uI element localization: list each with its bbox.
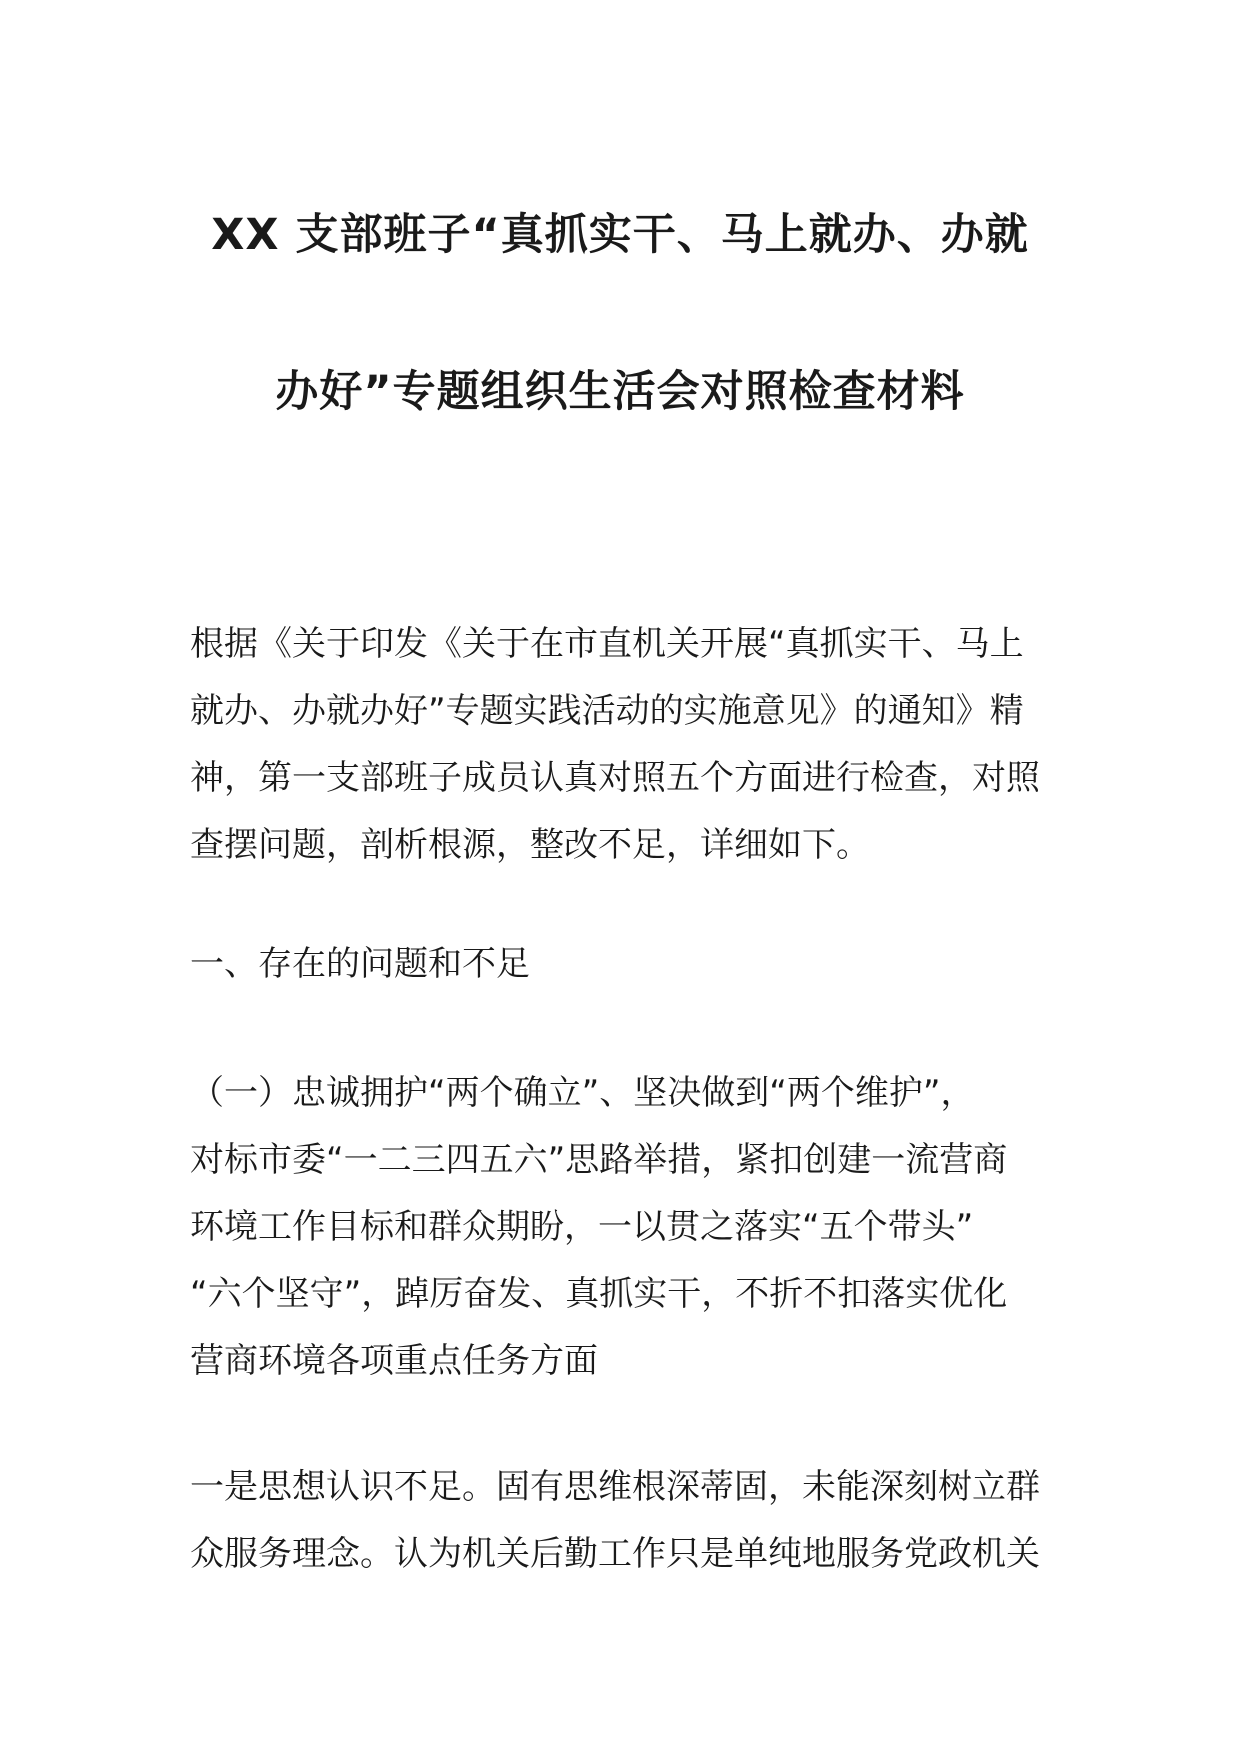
point-line: 众服务理念。认为机关后勤工作只是单纯地服务党政机关 xyxy=(190,1534,1040,1574)
document-title-line-2: 办好”专题组织生活会对照检查材料 xyxy=(275,367,965,417)
document-title-line-1: XX 支部班子“真抓实干、马上就办、办就 xyxy=(211,210,1029,260)
intro-line: 查摆问题，剖析根源，整改不足，详细如下。 xyxy=(190,825,870,865)
intro-paragraph xyxy=(190,611,1060,879)
subsection-line: 对标市委“一二三四五六”思路举措，紧扣创建一流营商 xyxy=(190,1140,1008,1180)
subsection-line: （一）忠诚拥护“两个确立”、坚决做到“两个维护”， xyxy=(190,1073,975,1113)
point-line: 一是思想认识不足。固有思维根深蒂固，未能深刻树立群 xyxy=(190,1467,1040,1507)
subsection-line: 营商环境各项重点任务方面 xyxy=(190,1341,598,1381)
intro-line: 就办、办就办好”专题实践活动的实施意见》的通知》精 xyxy=(190,691,1024,731)
subsection-line: 环境工作目标和群众期盼，一以贯之落实“五个带头” xyxy=(190,1207,974,1247)
intro-line: 根据《关于印发《关于在市直机关开展“真抓实干、马上 xyxy=(190,624,1024,664)
subsection-line: “六个坚守”，踔厉奋发、真抓实干，不折不扣落实优化 xyxy=(190,1274,1008,1314)
section-heading-text: 一、存在的问题和不足 xyxy=(190,944,530,984)
intro-line: 神，第一支部班子成员认真对照五个方面进行检查，对照 xyxy=(190,758,1040,798)
point-1-paragraph xyxy=(190,1454,1060,1588)
section-heading-1 xyxy=(190,931,1060,998)
subsection-1-paragraph xyxy=(190,1060,1060,1395)
